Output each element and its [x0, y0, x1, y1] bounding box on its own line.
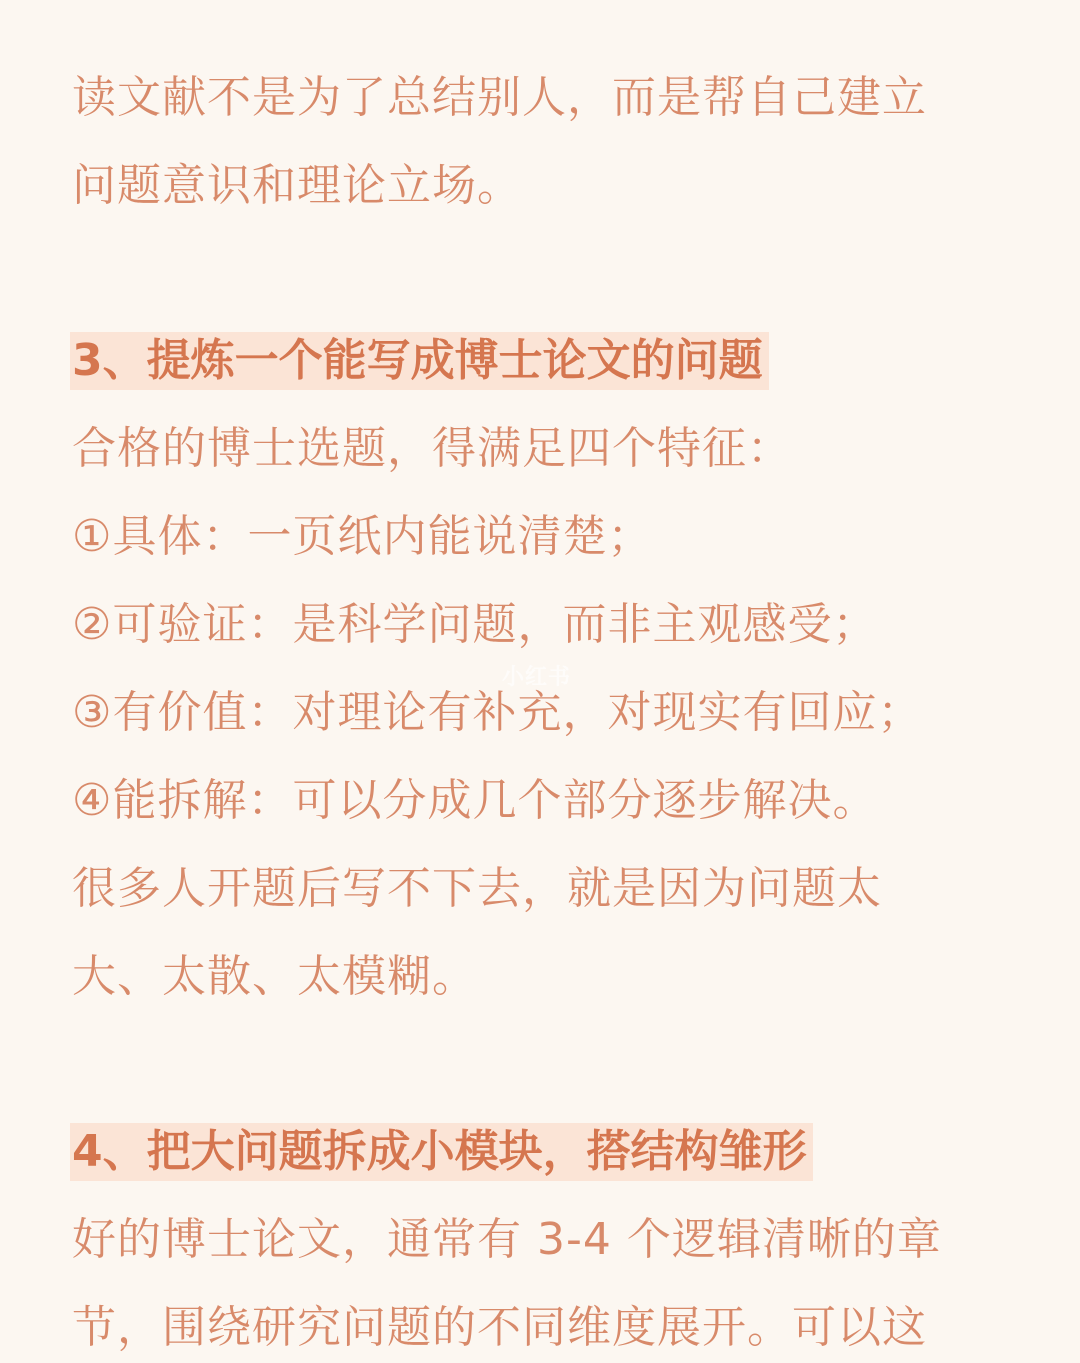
criteria-item-valuable: ③有价值：对理论有补充，对现实有回应； [72, 687, 923, 738]
section-4-heading: 4、把大问题拆成小模块，搭结构雏形 [70, 1123, 813, 1181]
section-4-body-line-2: 节，围绕研究问题的不同维度展开。可以这 [72, 1302, 927, 1353]
section-3-heading: 3、提炼一个能写成博士论文的问题 [70, 332, 769, 390]
intro-line-2: 问题意识和理论立场。 [72, 160, 522, 211]
criteria-item-verifiable: ②可验证：是科学问题，而非主观感受； [72, 599, 878, 650]
section-3-closing-line-2: 大、太散、太模糊。 [72, 951, 477, 1002]
watermark-logo: 小红书 [502, 665, 572, 690]
criteria-item-concrete: ①具体：一页纸内能说清楚； [72, 511, 653, 562]
section-3-closing-line-1: 很多人开题后写不下去，就是因为问题太 [72, 863, 882, 914]
section-3-intro: 合格的博士选题，得满足四个特征： [72, 423, 792, 474]
criteria-item-decomposable: ④能拆解：可以分成几个部分逐步解决。 [72, 775, 878, 826]
intro-line-1: 读文献不是为了总结别人，而是帮自己建立 [72, 72, 927, 123]
section-4-body-line-1: 好的博士论文，通常有 3-4 个逻辑清晰的章 [72, 1214, 942, 1265]
